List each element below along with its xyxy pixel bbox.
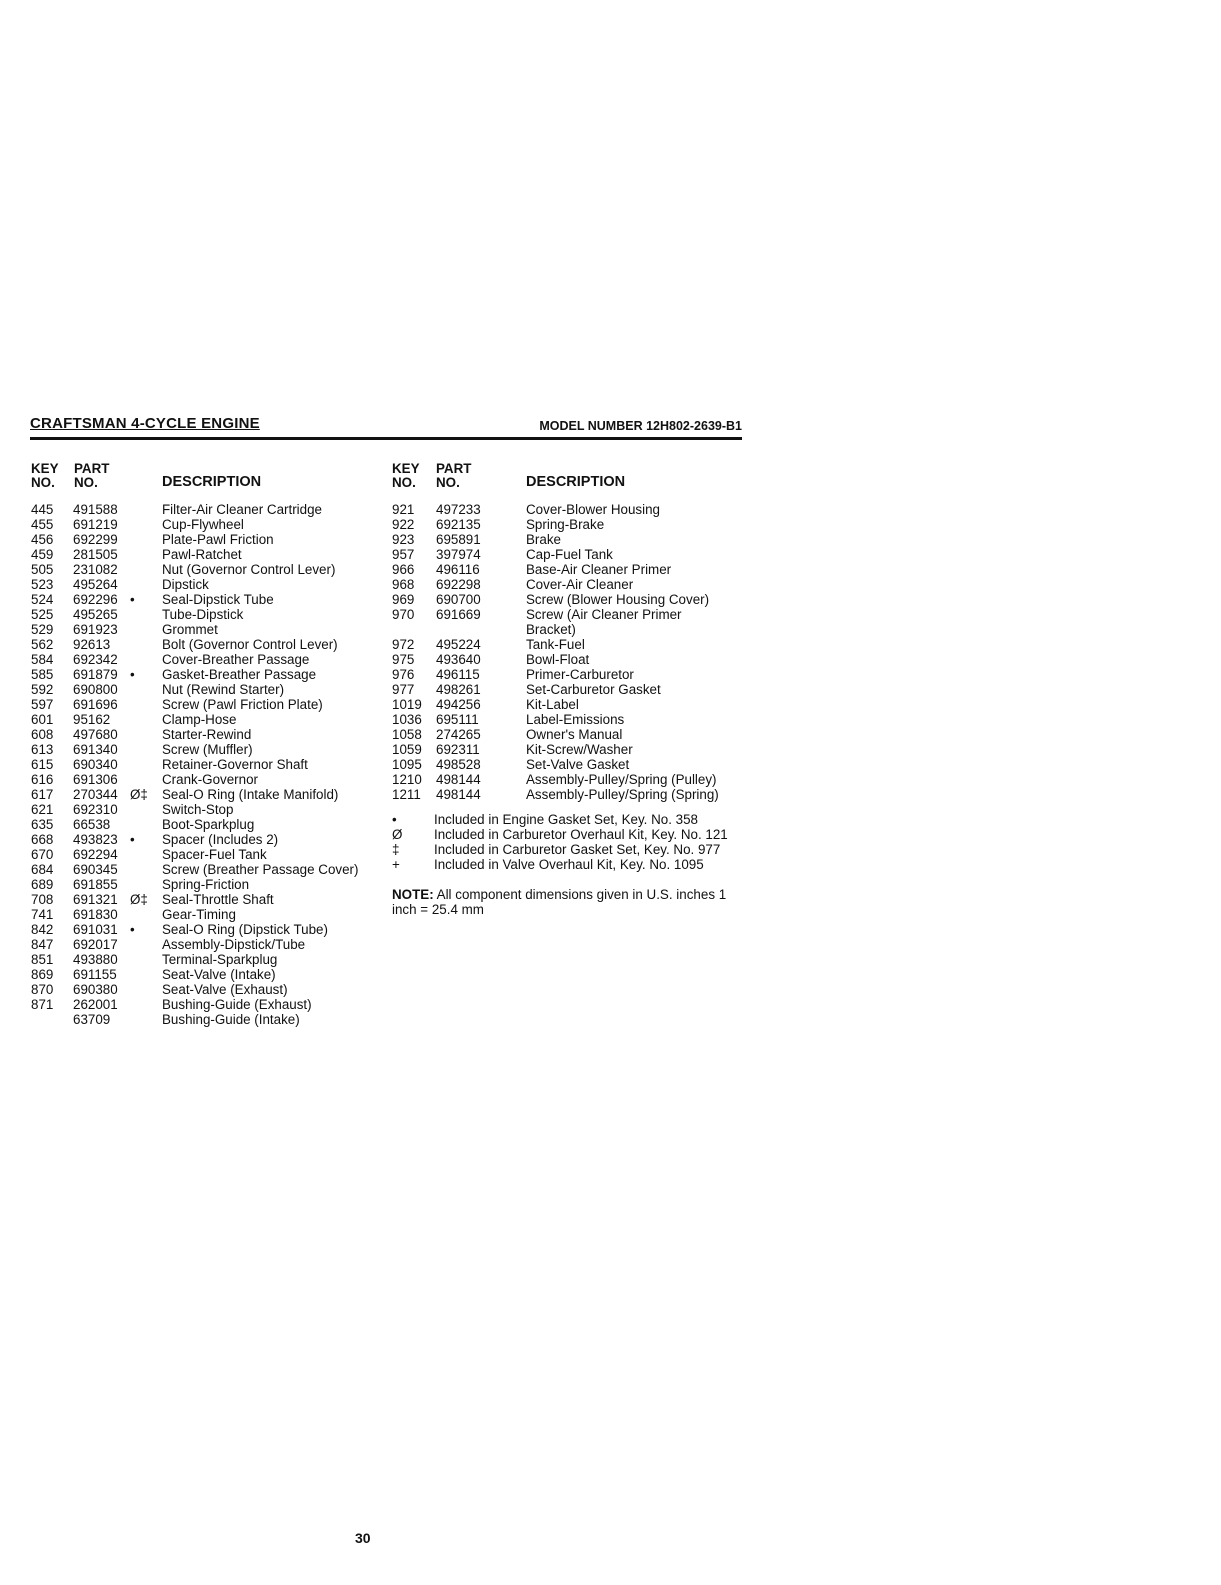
part-description: Starter-Rewind bbox=[162, 727, 252, 742]
table-row bbox=[392, 547, 732, 562]
part-number: 692135 bbox=[436, 517, 481, 532]
table-row bbox=[392, 562, 732, 577]
part-description: Kit-Screw/Washer bbox=[526, 742, 633, 757]
key-number: 923 bbox=[392, 532, 415, 547]
part-number: 495264 bbox=[73, 577, 118, 592]
key-number: 1058 bbox=[392, 727, 422, 742]
table-row bbox=[31, 682, 381, 697]
page-number: 30 bbox=[355, 1530, 371, 1546]
table-row bbox=[392, 712, 732, 727]
table-row bbox=[392, 682, 732, 697]
key-number: 968 bbox=[392, 577, 415, 592]
part-number: 397974 bbox=[436, 547, 481, 562]
document-title: CRAFTSMAN 4-CYCLE ENGINE bbox=[30, 415, 260, 432]
table-row bbox=[31, 937, 381, 952]
part-number: 495224 bbox=[436, 637, 481, 652]
legend-symbol: • bbox=[392, 812, 397, 827]
table-row bbox=[392, 772, 732, 787]
part-number: 691340 bbox=[73, 742, 118, 757]
table-row bbox=[31, 877, 381, 892]
part-number: 692296 bbox=[73, 592, 118, 607]
table-row bbox=[31, 547, 381, 562]
kit-marker: • bbox=[130, 592, 135, 607]
part-number: 495265 bbox=[73, 607, 118, 622]
part-description: Bowl-Float bbox=[526, 652, 590, 667]
table-row bbox=[31, 667, 381, 682]
part-description: Screw (Air Cleaner Primer Bracket) bbox=[526, 607, 682, 637]
part-number: 231082 bbox=[73, 562, 118, 577]
part-description: Spacer (Includes 2) bbox=[162, 832, 279, 847]
part-description: Set-Carburetor Gasket bbox=[526, 682, 661, 697]
table-row bbox=[392, 502, 732, 517]
table-row bbox=[392, 577, 732, 592]
part-number: 692298 bbox=[436, 577, 481, 592]
description-header: DESCRIPTION bbox=[526, 474, 626, 490]
table-row bbox=[31, 652, 381, 667]
part-description: Cap-Fuel Tank bbox=[526, 547, 613, 562]
table-row bbox=[31, 967, 381, 982]
part-description: Set-Valve Gasket bbox=[526, 757, 630, 772]
part-number: 498144 bbox=[436, 772, 481, 787]
key-number: 1211 bbox=[392, 787, 421, 802]
part-description: Cover-Blower Housing bbox=[526, 502, 660, 517]
part-number: 494256 bbox=[436, 697, 481, 712]
key-number: 869 bbox=[31, 967, 54, 982]
legend bbox=[392, 812, 732, 872]
legend-symbol: + bbox=[392, 857, 400, 872]
part-description: Tube-Dipstick bbox=[162, 607, 244, 622]
table-row bbox=[31, 952, 381, 967]
key-number: 529 bbox=[31, 622, 54, 637]
part-description: Seal-O Ring (Intake Manifold) bbox=[162, 787, 339, 802]
legend-item bbox=[392, 842, 732, 857]
key-no-header: KEY NO. bbox=[392, 461, 420, 490]
part-number: 691696 bbox=[73, 697, 118, 712]
key-number: 597 bbox=[31, 697, 54, 712]
key-number: 525 bbox=[31, 607, 54, 622]
part-description: Base-Air Cleaner Primer bbox=[526, 562, 672, 577]
part-number: 691155 bbox=[73, 967, 117, 982]
key-number: 1019 bbox=[392, 697, 422, 712]
key-number: 505 bbox=[31, 562, 54, 577]
legend-item bbox=[392, 827, 732, 842]
part-description: Seal-Throttle Shaft bbox=[162, 892, 274, 907]
key-number: 524 bbox=[31, 592, 54, 607]
parts-list-right bbox=[392, 462, 732, 917]
part-description: Cover-Breather Passage bbox=[162, 652, 310, 667]
key-number: 523 bbox=[31, 577, 54, 592]
key-number: 584 bbox=[31, 652, 54, 667]
dimension-note bbox=[392, 887, 732, 917]
table-row bbox=[31, 772, 381, 787]
key-number: 972 bbox=[392, 637, 415, 652]
part-number: 690700 bbox=[436, 592, 481, 607]
table-row bbox=[392, 727, 732, 742]
key-number: 617 bbox=[31, 787, 54, 802]
part-number: 692299 bbox=[73, 532, 118, 547]
table-row bbox=[31, 907, 381, 922]
key-number: 741 bbox=[31, 907, 54, 922]
parts-rows bbox=[31, 502, 381, 1027]
key-number: 976 bbox=[392, 667, 415, 682]
part-description: Assembly-Pulley/Spring (Spring) bbox=[526, 787, 719, 802]
table-row bbox=[31, 622, 381, 637]
part-number: 692342 bbox=[73, 652, 118, 667]
part-description: Clamp-Hose bbox=[162, 712, 237, 727]
part-number: 493823 bbox=[73, 832, 118, 847]
table-row bbox=[31, 757, 381, 772]
part-description: Screw (Muffler) bbox=[162, 742, 253, 757]
part-description: Cover-Air Cleaner bbox=[526, 577, 634, 592]
key-number: 562 bbox=[31, 637, 54, 652]
part-number: 691923 bbox=[73, 622, 118, 637]
part-description: Tank-Fuel bbox=[526, 637, 585, 652]
table-row bbox=[31, 817, 381, 832]
key-number: 613 bbox=[31, 742, 54, 757]
table-row bbox=[31, 727, 381, 742]
part-number: 496115 bbox=[436, 667, 480, 682]
description-header: DESCRIPTION bbox=[162, 474, 262, 490]
table-row bbox=[31, 697, 381, 712]
part-number: 92613 bbox=[73, 637, 111, 652]
part-number: 274265 bbox=[436, 727, 481, 742]
key-number: 668 bbox=[31, 832, 54, 847]
table-row bbox=[392, 667, 732, 682]
part-number: 690345 bbox=[73, 862, 118, 877]
column-headers bbox=[31, 462, 381, 502]
key-no-header: KEY NO. bbox=[31, 461, 59, 490]
part-number: 691031 bbox=[73, 922, 118, 937]
part-description: Screw (Blower Housing Cover) bbox=[526, 592, 710, 607]
part-description: Pawl-Ratchet bbox=[162, 547, 242, 562]
part-number: 493880 bbox=[73, 952, 118, 967]
table-row bbox=[31, 562, 381, 577]
part-description: Switch-Stop bbox=[162, 802, 234, 817]
part-description: Gear-Timing bbox=[162, 907, 236, 922]
table-row bbox=[392, 517, 732, 532]
key-number: 689 bbox=[31, 877, 54, 892]
part-description: Owner's Manual bbox=[526, 727, 623, 742]
part-description: Bolt (Governor Control Lever) bbox=[162, 637, 338, 652]
key-number: 977 bbox=[392, 682, 415, 697]
table-row bbox=[392, 697, 732, 712]
part-number: 692017 bbox=[73, 937, 118, 952]
legend-symbol: Ø bbox=[392, 827, 403, 842]
part-number: 690380 bbox=[73, 982, 118, 997]
key-number: 975 bbox=[392, 652, 415, 667]
legend-text: Included in Carburetor Gasket Set, Key. No. 977 bbox=[434, 842, 721, 857]
part-description: Boot-Sparkplug bbox=[162, 817, 255, 832]
part-number: 692311 bbox=[436, 742, 480, 757]
kit-marker: • bbox=[130, 667, 135, 682]
part-number: 491588 bbox=[73, 502, 118, 517]
kit-marker: • bbox=[130, 832, 135, 847]
part-description: Dipstick bbox=[162, 577, 209, 592]
legend-item bbox=[392, 812, 732, 827]
table-row bbox=[392, 607, 732, 637]
part-number: 691855 bbox=[73, 877, 118, 892]
legend-text: Included in Carburetor Overhaul Kit, Key. No. 121 bbox=[434, 827, 728, 842]
part-description: Terminal-Sparkplug bbox=[162, 952, 278, 967]
key-number: 608 bbox=[31, 727, 54, 742]
key-number: 1036 bbox=[392, 712, 422, 727]
part-number: 691879 bbox=[73, 667, 118, 682]
part-number: 498261 bbox=[436, 682, 481, 697]
key-number: 592 bbox=[31, 682, 54, 697]
key-number: 601 bbox=[31, 712, 54, 727]
part-description: Screw (Pawl Friction Plate) bbox=[162, 697, 323, 712]
part-number: 691830 bbox=[73, 907, 118, 922]
part-description: Filter-Air Cleaner Cartridge bbox=[162, 502, 322, 517]
key-number: 456 bbox=[31, 532, 54, 547]
key-number: 455 bbox=[31, 517, 54, 532]
table-row bbox=[31, 517, 381, 532]
table-row bbox=[392, 637, 732, 652]
table-row bbox=[392, 532, 732, 547]
key-number: 635 bbox=[31, 817, 54, 832]
column-headers bbox=[392, 462, 732, 502]
part-number: 95162 bbox=[73, 712, 111, 727]
part-description: Assembly-Dipstick/Tube bbox=[162, 937, 306, 952]
part-description: Brake bbox=[526, 532, 561, 547]
table-row bbox=[31, 847, 381, 862]
table-row bbox=[31, 997, 381, 1012]
part-description: Plate-Pawl Friction bbox=[162, 532, 274, 547]
key-number: 1059 bbox=[392, 742, 422, 757]
part-number: 695891 bbox=[436, 532, 481, 547]
part-description: Seat-Valve (Exhaust) bbox=[162, 982, 288, 997]
table-row bbox=[31, 802, 381, 817]
legend-symbol: ‡ bbox=[392, 842, 400, 857]
key-number: 871 bbox=[31, 997, 54, 1012]
legend-text: Included in Engine Gasket Set, Key. No. 358 bbox=[434, 812, 699, 827]
part-no-header: PART NO. bbox=[74, 461, 110, 490]
part-number: 63709 bbox=[73, 1012, 111, 1027]
part-number: 498528 bbox=[436, 757, 481, 772]
table-row bbox=[31, 592, 381, 607]
part-description: Nut (Rewind Starter) bbox=[162, 682, 285, 697]
part-number: 270344 bbox=[73, 787, 118, 802]
legend-item bbox=[392, 857, 732, 872]
key-number: 922 bbox=[392, 517, 415, 532]
part-number: 498144 bbox=[436, 787, 481, 802]
table-row bbox=[31, 637, 381, 652]
table-row bbox=[392, 592, 732, 607]
note-label: NOTE: bbox=[392, 887, 434, 902]
table-row bbox=[31, 1012, 381, 1027]
part-no-header: PART NO. bbox=[436, 461, 472, 490]
part-number: 66538 bbox=[73, 817, 111, 832]
part-description: Label-Emissions bbox=[526, 712, 625, 727]
key-number: 459 bbox=[31, 547, 54, 562]
table-row bbox=[392, 742, 732, 757]
legend-text: Included in Valve Overhaul Kit, Key. No. 1095 bbox=[434, 857, 704, 872]
key-number: 621 bbox=[31, 802, 54, 817]
table-row bbox=[31, 982, 381, 997]
table-row bbox=[31, 892, 381, 907]
key-number: 1095 bbox=[392, 757, 422, 772]
part-number: 497233 bbox=[436, 502, 481, 517]
key-number: 708 bbox=[31, 892, 54, 907]
key-number: 966 bbox=[392, 562, 415, 577]
kit-marker: • bbox=[130, 922, 135, 937]
part-number: 690800 bbox=[73, 682, 118, 697]
part-number: 692310 bbox=[73, 802, 118, 817]
part-description: Kit-Label bbox=[526, 697, 579, 712]
table-row bbox=[392, 652, 732, 667]
kit-marker: Ø‡ bbox=[130, 787, 148, 802]
part-description: Nut (Governor Control Lever) bbox=[162, 562, 336, 577]
key-number: 851 bbox=[31, 952, 54, 967]
kit-marker: Ø‡ bbox=[130, 892, 148, 907]
part-number: 497680 bbox=[73, 727, 118, 742]
table-row bbox=[31, 532, 381, 547]
part-number: 262001 bbox=[73, 997, 118, 1012]
part-description: Seal-O Ring (Dipstick Tube) bbox=[162, 922, 328, 937]
table-row bbox=[392, 757, 732, 772]
key-number: 969 bbox=[392, 592, 415, 607]
table-row bbox=[31, 742, 381, 757]
part-number: 690340 bbox=[73, 757, 118, 772]
key-number: 957 bbox=[392, 547, 415, 562]
part-description: Primer-Carburetor bbox=[526, 667, 634, 682]
key-number: 970 bbox=[392, 607, 415, 622]
part-description: Grommet bbox=[162, 622, 218, 637]
table-row bbox=[31, 607, 381, 622]
model-number: MODEL NUMBER 12H802-2639-B1 bbox=[539, 419, 742, 433]
part-description: Crank-Governor bbox=[162, 772, 258, 787]
table-row bbox=[31, 922, 381, 937]
key-number: 445 bbox=[31, 502, 54, 517]
table-row bbox=[31, 502, 381, 517]
part-description: Spring-Brake bbox=[526, 517, 605, 532]
part-description: Cup-Flywheel bbox=[162, 517, 244, 532]
part-number: 692294 bbox=[73, 847, 118, 862]
part-number: 695111 bbox=[436, 712, 479, 727]
part-description: Screw (Breather Passage Cover) bbox=[162, 862, 359, 877]
part-number: 691306 bbox=[73, 772, 118, 787]
part-description: Gasket-Breather Passage bbox=[162, 667, 317, 682]
table-row bbox=[31, 577, 381, 592]
part-description: Spacer-Fuel Tank bbox=[162, 847, 267, 862]
key-number: 847 bbox=[31, 937, 54, 952]
part-number: 691219 bbox=[73, 517, 118, 532]
part-description: Retainer-Governor Shaft bbox=[162, 757, 308, 772]
key-number: 842 bbox=[31, 922, 54, 937]
key-number: 670 bbox=[31, 847, 54, 862]
key-number: 921 bbox=[392, 502, 415, 517]
parts-list-left bbox=[31, 462, 381, 1027]
part-number: 691321 bbox=[73, 892, 118, 907]
part-description: Seal-Dipstick Tube bbox=[162, 592, 274, 607]
table-row bbox=[31, 712, 381, 727]
key-number: 615 bbox=[31, 757, 54, 772]
part-description: Assembly-Pulley/Spring (Pulley) bbox=[526, 772, 717, 787]
table-row bbox=[31, 787, 381, 802]
key-number: 616 bbox=[31, 772, 54, 787]
page-header bbox=[30, 415, 742, 440]
table-row bbox=[31, 862, 381, 877]
parts-rows bbox=[392, 502, 732, 802]
key-number: 585 bbox=[31, 667, 54, 682]
part-number: 493640 bbox=[436, 652, 481, 667]
key-number: 684 bbox=[31, 862, 54, 877]
note-text: All component dimensions given in U.S. inches 1 inch = 25.4 mm bbox=[392, 887, 727, 917]
part-description: Bushing-Guide (Intake) bbox=[162, 1012, 300, 1027]
key-number: 1210 bbox=[392, 772, 422, 787]
part-number: 496116 bbox=[436, 562, 480, 577]
part-number: 281505 bbox=[73, 547, 118, 562]
table-row bbox=[392, 787, 732, 802]
part-description: Bushing-Guide (Exhaust) bbox=[162, 997, 312, 1012]
part-description: Seat-Valve (Intake) bbox=[162, 967, 276, 982]
part-description: Spring-Friction bbox=[162, 877, 250, 892]
part-number: 691669 bbox=[436, 607, 481, 622]
table-row bbox=[31, 832, 381, 847]
key-number: 870 bbox=[31, 982, 54, 997]
